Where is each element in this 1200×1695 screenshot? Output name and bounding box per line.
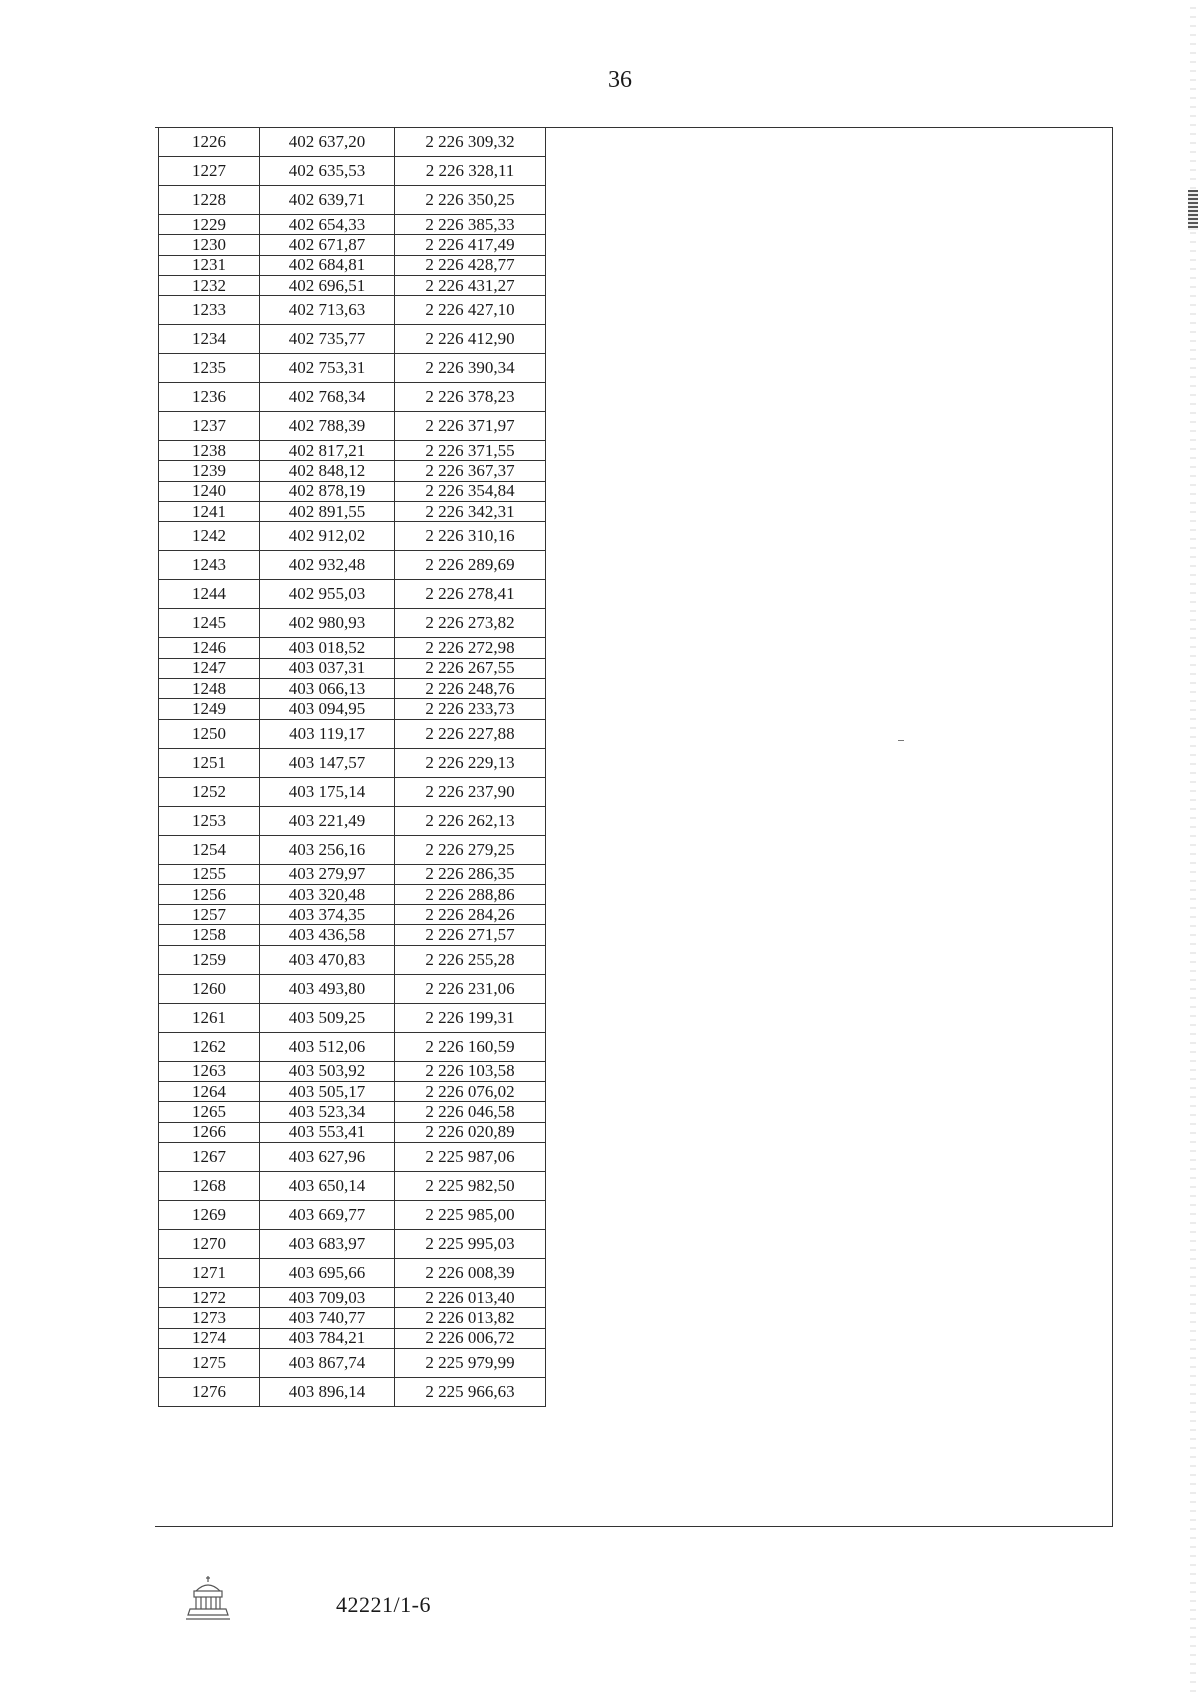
y-coordinate-cell: 2 226 390,34 — [395, 354, 546, 383]
table-row — [159, 925, 546, 945]
y-coordinate-cell: 2 226 271,57 — [395, 925, 546, 945]
point-number-cell: 1260 — [159, 974, 260, 1003]
point-number-cell: 1237 — [159, 412, 260, 441]
point-number-cell: 1244 — [159, 580, 260, 609]
point-number-cell: 1238 — [159, 441, 260, 461]
point-number-cell: 1259 — [159, 945, 260, 974]
y-coordinate-cell: 2 225 987,06 — [395, 1142, 546, 1171]
x-coordinate-cell: 403 669,77 — [260, 1200, 395, 1229]
point-number-cell: 1256 — [159, 884, 260, 904]
y-coordinate-cell: 2 226 103,58 — [395, 1061, 546, 1081]
x-coordinate-cell: 402 980,93 — [260, 609, 395, 638]
point-number-cell: 1234 — [159, 325, 260, 354]
x-coordinate-cell: 402 753,31 — [260, 354, 395, 383]
y-coordinate-cell: 2 226 288,86 — [395, 884, 546, 904]
x-coordinate-cell: 402 891,55 — [260, 502, 395, 522]
table-row — [159, 835, 546, 864]
point-number-cell: 1228 — [159, 186, 260, 215]
x-coordinate-cell: 403 256,16 — [260, 835, 395, 864]
x-coordinate-cell: 403 683,97 — [260, 1229, 395, 1258]
x-coordinate-cell: 402 635,53 — [260, 157, 395, 186]
y-coordinate-cell: 2 226 385,33 — [395, 215, 546, 235]
y-coordinate-cell: 2 226 378,23 — [395, 383, 546, 412]
y-coordinate-cell: 2 226 328,11 — [395, 157, 546, 186]
y-coordinate-cell: 2 226 262,13 — [395, 806, 546, 835]
y-coordinate-cell: 2 226 286,35 — [395, 864, 546, 884]
x-coordinate-cell: 403 470,83 — [260, 945, 395, 974]
point-number-cell: 1227 — [159, 157, 260, 186]
table-row — [159, 1122, 546, 1142]
point-number-cell: 1273 — [159, 1308, 260, 1328]
x-coordinate-cell: 403 119,17 — [260, 719, 395, 748]
y-coordinate-cell: 2 226 255,28 — [395, 945, 546, 974]
x-coordinate-cell: 402 671,87 — [260, 235, 395, 255]
point-number-cell: 1265 — [159, 1102, 260, 1122]
table-row — [159, 1348, 546, 1377]
table-row — [159, 128, 546, 157]
y-coordinate-cell: 2 226 367,37 — [395, 461, 546, 481]
y-coordinate-cell: 2 226 046,58 — [395, 1102, 546, 1122]
table-row — [159, 551, 546, 580]
table-row — [159, 1229, 546, 1258]
y-coordinate-cell: 2 226 428,77 — [395, 255, 546, 275]
point-number-cell: 1240 — [159, 481, 260, 501]
y-coordinate-cell: 2 226 354,84 — [395, 481, 546, 501]
x-coordinate-cell: 402 817,21 — [260, 441, 395, 461]
y-coordinate-cell: 2 226 342,31 — [395, 502, 546, 522]
table-row — [159, 1082, 546, 1102]
point-number-cell: 1272 — [159, 1287, 260, 1307]
x-coordinate-cell: 403 784,21 — [260, 1328, 395, 1348]
y-coordinate-cell: 2 225 979,99 — [395, 1348, 546, 1377]
x-coordinate-cell: 403 037,31 — [260, 658, 395, 678]
y-coordinate-cell: 2 226 020,89 — [395, 1122, 546, 1142]
table-row — [159, 945, 546, 974]
x-coordinate-cell: 403 505,17 — [260, 1082, 395, 1102]
y-coordinate-cell: 2 226 229,13 — [395, 748, 546, 777]
y-coordinate-cell: 2 226 233,73 — [395, 699, 546, 719]
table-row — [159, 354, 546, 383]
table-row — [159, 638, 546, 658]
x-coordinate-cell: 403 553,41 — [260, 1122, 395, 1142]
point-number-cell: 1243 — [159, 551, 260, 580]
y-coordinate-cell: 2 226 279,25 — [395, 835, 546, 864]
table-row — [159, 215, 546, 235]
table-row — [159, 1171, 546, 1200]
table-row — [159, 325, 546, 354]
table-row — [159, 412, 546, 441]
table-row — [159, 1032, 546, 1061]
point-number-cell: 1274 — [159, 1328, 260, 1348]
point-number-cell: 1233 — [159, 296, 260, 325]
point-number-cell: 1271 — [159, 1258, 260, 1287]
y-coordinate-cell: 2 226 267,55 — [395, 658, 546, 678]
y-coordinate-cell: 2 226 412,90 — [395, 325, 546, 354]
x-coordinate-cell: 403 320,48 — [260, 884, 395, 904]
x-coordinate-cell: 403 436,58 — [260, 925, 395, 945]
point-number-cell: 1248 — [159, 678, 260, 698]
x-coordinate-cell: 402 637,20 — [260, 128, 395, 157]
table-row — [159, 522, 546, 551]
table-row — [159, 609, 546, 638]
table-row — [159, 481, 546, 501]
point-number-cell: 1258 — [159, 925, 260, 945]
y-coordinate-cell: 2 226 008,39 — [395, 1258, 546, 1287]
scan-edge-mark — [1188, 190, 1198, 230]
x-coordinate-cell: 403 279,97 — [260, 864, 395, 884]
x-coordinate-cell: 403 867,74 — [260, 1348, 395, 1377]
point-number-cell: 1229 — [159, 215, 260, 235]
point-number-cell: 1264 — [159, 1082, 260, 1102]
scan-speck — [898, 740, 904, 741]
y-coordinate-cell: 2 226 006,72 — [395, 1328, 546, 1348]
point-number-cell: 1275 — [159, 1348, 260, 1377]
point-number-cell: 1231 — [159, 255, 260, 275]
point-number-cell: 1230 — [159, 235, 260, 255]
y-coordinate-cell: 2 226 309,32 — [395, 128, 546, 157]
x-coordinate-cell: 403 896,14 — [260, 1377, 395, 1406]
y-coordinate-cell: 2 226 272,98 — [395, 638, 546, 658]
y-coordinate-cell: 2 226 160,59 — [395, 1032, 546, 1061]
table-row — [159, 1142, 546, 1171]
table-row — [159, 296, 546, 325]
table-row — [159, 1328, 546, 1348]
table-row — [159, 1308, 546, 1328]
x-coordinate-cell: 402 684,81 — [260, 255, 395, 275]
point-number-cell: 1269 — [159, 1200, 260, 1229]
x-coordinate-cell: 403 094,95 — [260, 699, 395, 719]
table-row — [159, 678, 546, 698]
y-coordinate-cell: 2 226 371,97 — [395, 412, 546, 441]
table-row — [159, 1102, 546, 1122]
y-coordinate-cell: 2 226 013,40 — [395, 1287, 546, 1307]
y-coordinate-cell: 2 226 248,76 — [395, 678, 546, 698]
y-coordinate-cell: 2 226 231,06 — [395, 974, 546, 1003]
x-coordinate-cell: 402 878,19 — [260, 481, 395, 501]
table-row — [159, 157, 546, 186]
point-number-cell: 1245 — [159, 609, 260, 638]
x-coordinate-cell: 403 650,14 — [260, 1171, 395, 1200]
point-number-cell: 1226 — [159, 128, 260, 157]
x-coordinate-cell: 402 654,33 — [260, 215, 395, 235]
table-row — [159, 441, 546, 461]
table-row — [159, 383, 546, 412]
y-coordinate-cell: 2 225 995,03 — [395, 1229, 546, 1258]
point-number-cell: 1257 — [159, 905, 260, 925]
table-row — [159, 580, 546, 609]
y-coordinate-cell: 2 226 350,25 — [395, 186, 546, 215]
x-coordinate-cell: 402 768,34 — [260, 383, 395, 412]
point-number-cell: 1241 — [159, 502, 260, 522]
x-coordinate-cell: 403 709,03 — [260, 1287, 395, 1307]
table-row — [159, 502, 546, 522]
x-coordinate-cell: 403 509,25 — [260, 1003, 395, 1032]
point-number-cell: 1247 — [159, 658, 260, 678]
point-number-cell: 1246 — [159, 638, 260, 658]
x-coordinate-cell: 402 639,71 — [260, 186, 395, 215]
x-coordinate-cell: 403 147,57 — [260, 748, 395, 777]
point-number-cell: 1252 — [159, 777, 260, 806]
y-coordinate-cell: 2 226 289,69 — [395, 551, 546, 580]
coordinates-table — [158, 127, 546, 1407]
scan-edge-strip — [1190, 0, 1196, 1695]
point-number-cell: 1232 — [159, 275, 260, 295]
x-coordinate-cell: 402 955,03 — [260, 580, 395, 609]
point-number-cell: 1251 — [159, 748, 260, 777]
table-row — [159, 974, 546, 1003]
emblem-icon — [182, 1575, 234, 1625]
y-coordinate-cell: 2 225 985,00 — [395, 1200, 546, 1229]
point-number-cell: 1239 — [159, 461, 260, 481]
table-row — [159, 748, 546, 777]
point-number-cell: 1262 — [159, 1032, 260, 1061]
table-row — [159, 884, 546, 904]
x-coordinate-cell: 403 018,52 — [260, 638, 395, 658]
table-row — [159, 1287, 546, 1307]
x-coordinate-cell: 403 523,34 — [260, 1102, 395, 1122]
x-coordinate-cell: 402 696,51 — [260, 275, 395, 295]
table-row — [159, 1003, 546, 1032]
y-coordinate-cell: 2 226 076,02 — [395, 1082, 546, 1102]
table-row — [159, 719, 546, 748]
page-number: 36 — [608, 67, 632, 93]
point-number-cell: 1276 — [159, 1377, 260, 1406]
point-number-cell: 1270 — [159, 1229, 260, 1258]
table-row — [159, 1061, 546, 1081]
point-number-cell: 1253 — [159, 806, 260, 835]
table-row — [159, 235, 546, 255]
y-coordinate-cell: 2 226 417,49 — [395, 235, 546, 255]
point-number-cell: 1255 — [159, 864, 260, 884]
x-coordinate-cell: 403 627,96 — [260, 1142, 395, 1171]
table-row — [159, 461, 546, 481]
x-coordinate-cell: 402 848,12 — [260, 461, 395, 481]
y-coordinate-cell: 2 226 013,82 — [395, 1308, 546, 1328]
coordinates-table-body — [159, 128, 546, 1407]
y-coordinate-cell: 2 226 284,26 — [395, 905, 546, 925]
y-coordinate-cell: 2 226 310,16 — [395, 522, 546, 551]
y-coordinate-cell: 2 225 966,63 — [395, 1377, 546, 1406]
x-coordinate-cell: 402 713,63 — [260, 296, 395, 325]
table-row — [159, 1258, 546, 1287]
point-number-cell: 1254 — [159, 835, 260, 864]
point-number-cell: 1236 — [159, 383, 260, 412]
point-number-cell: 1249 — [159, 699, 260, 719]
point-number-cell: 1266 — [159, 1122, 260, 1142]
point-number-cell: 1235 — [159, 354, 260, 383]
y-coordinate-cell: 2 226 237,90 — [395, 777, 546, 806]
x-coordinate-cell: 402 735,77 — [260, 325, 395, 354]
x-coordinate-cell: 403 503,92 — [260, 1061, 395, 1081]
x-coordinate-cell: 403 695,66 — [260, 1258, 395, 1287]
x-coordinate-cell: 403 512,06 — [260, 1032, 395, 1061]
point-number-cell: 1263 — [159, 1061, 260, 1081]
y-coordinate-cell: 2 225 982,50 — [395, 1171, 546, 1200]
point-number-cell: 1250 — [159, 719, 260, 748]
table-row — [159, 864, 546, 884]
x-coordinate-cell: 403 221,49 — [260, 806, 395, 835]
document-code: 42221/1-6 — [336, 1592, 431, 1617]
x-coordinate-cell: 403 493,80 — [260, 974, 395, 1003]
table-row — [159, 255, 546, 275]
x-coordinate-cell: 403 066,13 — [260, 678, 395, 698]
table-row — [159, 186, 546, 215]
x-coordinate-cell: 403 374,35 — [260, 905, 395, 925]
x-coordinate-cell: 402 912,02 — [260, 522, 395, 551]
y-coordinate-cell: 2 226 278,41 — [395, 580, 546, 609]
table-row — [159, 1200, 546, 1229]
y-coordinate-cell: 2 226 273,82 — [395, 609, 546, 638]
y-coordinate-cell: 2 226 227,88 — [395, 719, 546, 748]
y-coordinate-cell: 2 226 427,10 — [395, 296, 546, 325]
table-row — [159, 806, 546, 835]
y-coordinate-cell: 2 226 199,31 — [395, 1003, 546, 1032]
point-number-cell: 1267 — [159, 1142, 260, 1171]
y-coordinate-cell: 2 226 371,55 — [395, 441, 546, 461]
table-row — [159, 699, 546, 719]
point-number-cell: 1242 — [159, 522, 260, 551]
x-coordinate-cell: 403 740,77 — [260, 1308, 395, 1328]
x-coordinate-cell: 402 932,48 — [260, 551, 395, 580]
y-coordinate-cell: 2 226 431,27 — [395, 275, 546, 295]
table-row — [159, 275, 546, 295]
table-row — [159, 777, 546, 806]
point-number-cell: 1268 — [159, 1171, 260, 1200]
table-row — [159, 905, 546, 925]
table-row — [159, 1377, 546, 1406]
point-number-cell: 1261 — [159, 1003, 260, 1032]
x-coordinate-cell: 402 788,39 — [260, 412, 395, 441]
x-coordinate-cell: 403 175,14 — [260, 777, 395, 806]
table-row — [159, 658, 546, 678]
